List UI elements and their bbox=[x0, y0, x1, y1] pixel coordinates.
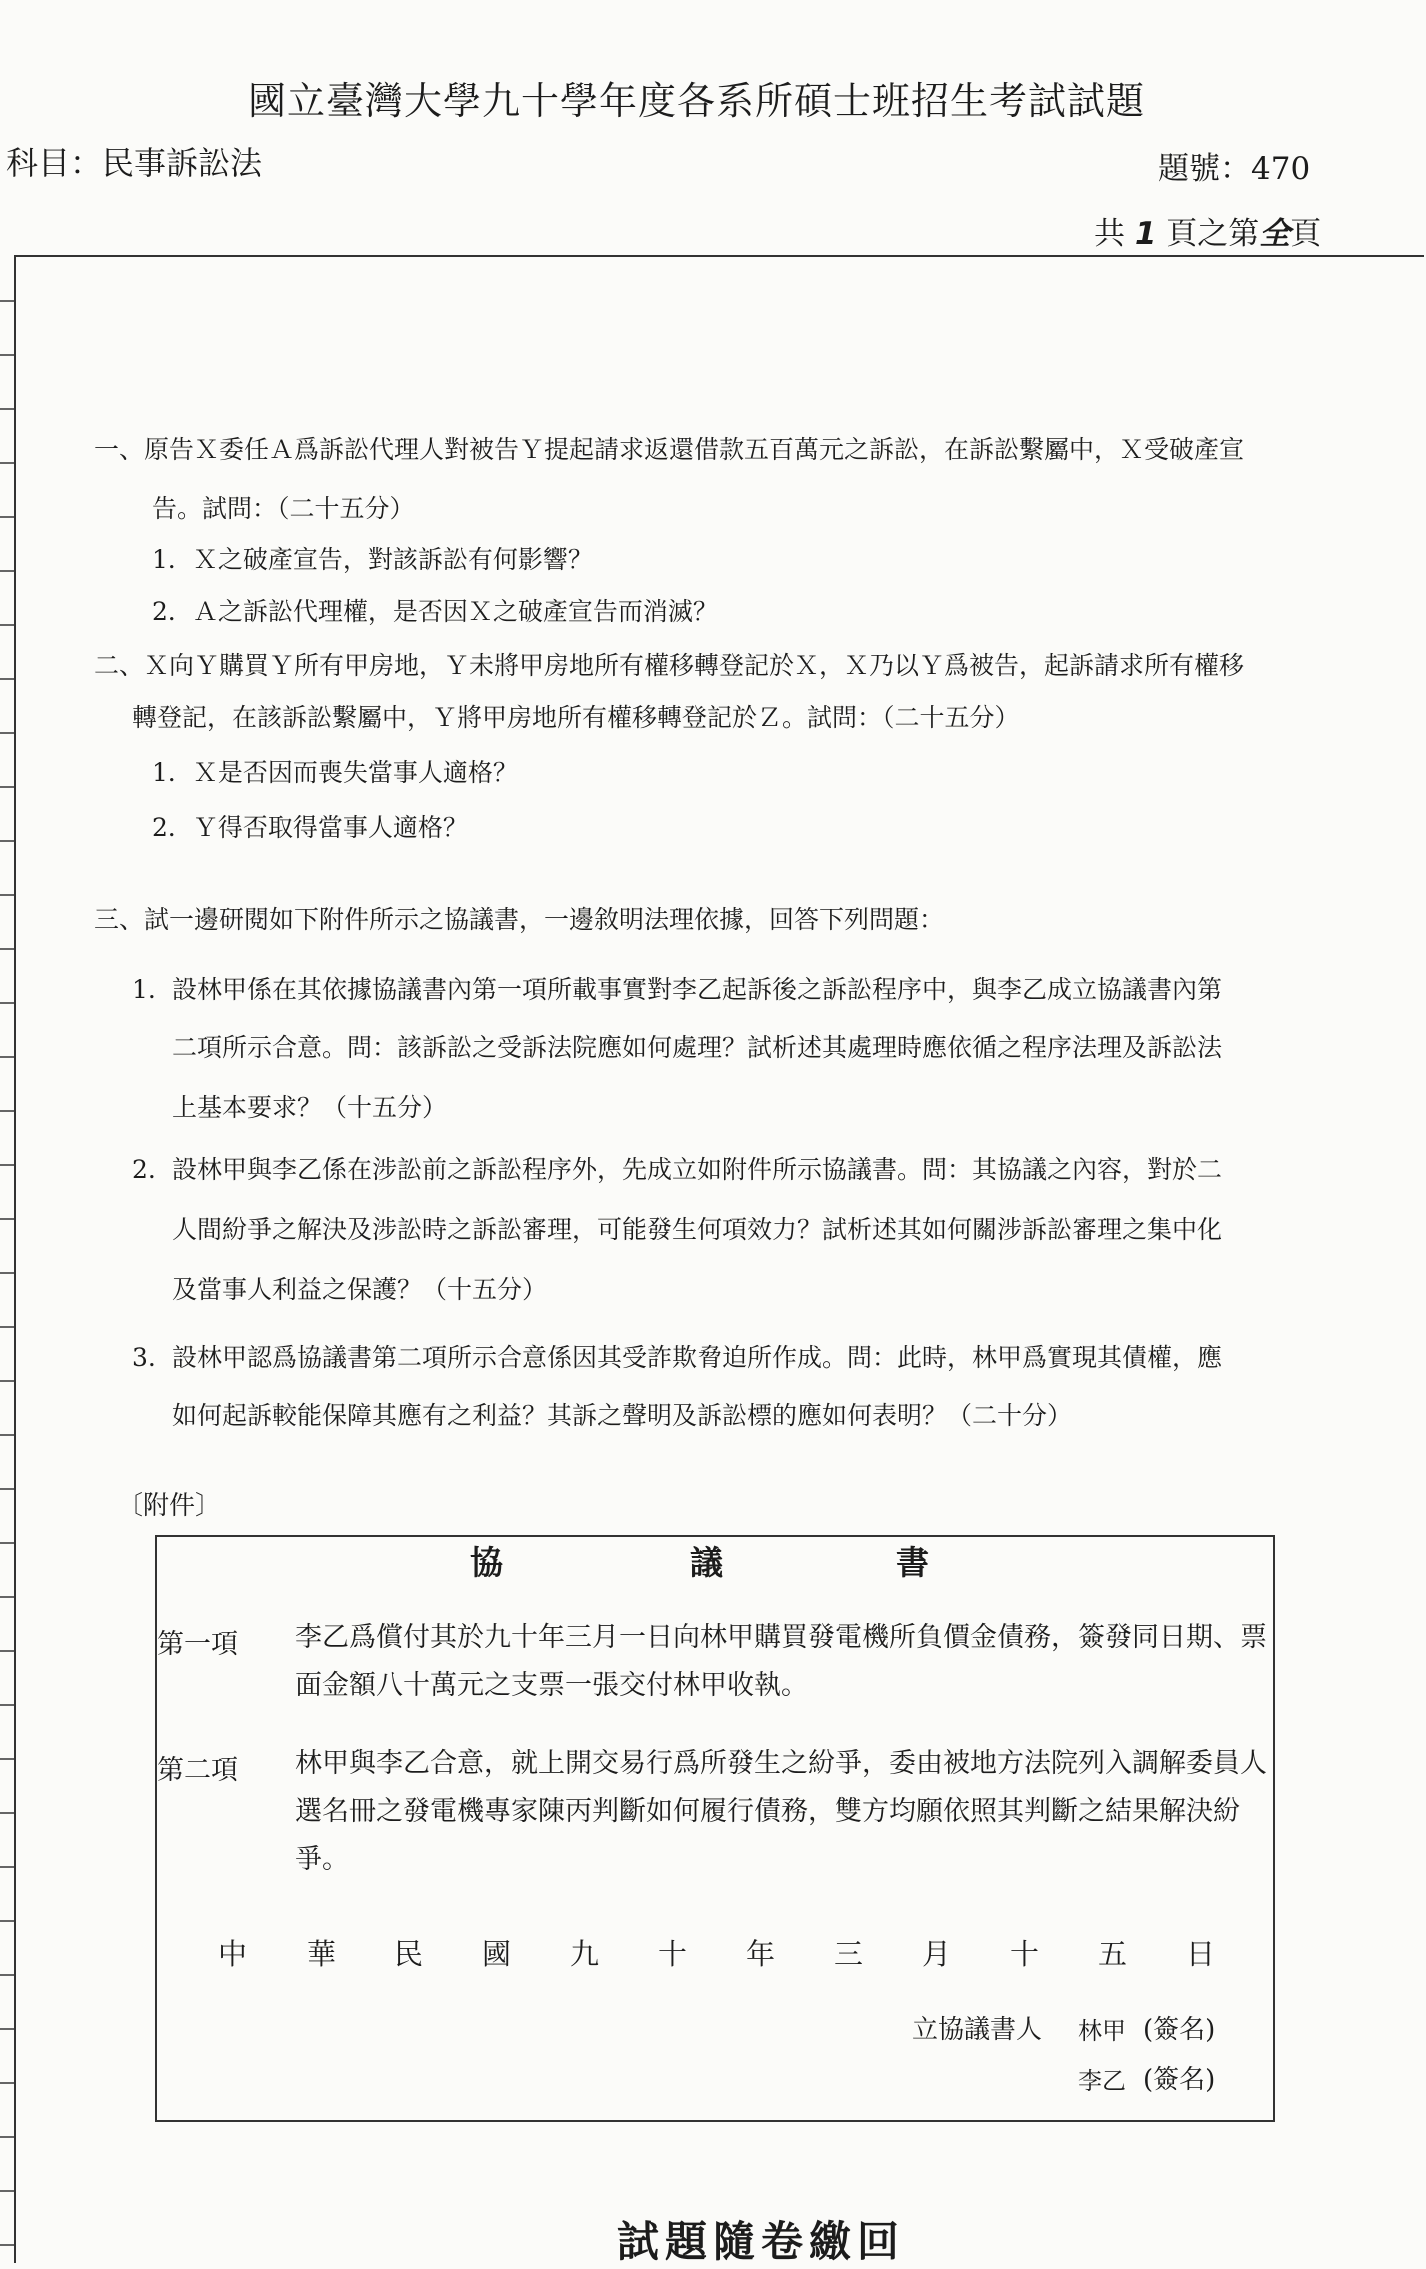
q2-sub-1: 1．Ｘ是否因而喪失當事人適格？ bbox=[152, 758, 518, 787]
signatory-1-note: (簽名) bbox=[1143, 2015, 1216, 2045]
page-info-prefix: 共 bbox=[1094, 216, 1125, 252]
q1-line-2: 告。試問：（二十五分） bbox=[152, 494, 415, 523]
signatory-label: 立協議書人 bbox=[912, 2015, 1043, 2045]
agreement-item-1-label: 第一項 bbox=[157, 1629, 238, 1660]
exam-title: 國立臺灣大學九十學年度各系所碩士班招生考試試題 bbox=[248, 79, 1146, 123]
edge-tick bbox=[0, 732, 14, 734]
page-info bbox=[1094, 208, 1321, 253]
edge-tick bbox=[0, 516, 14, 518]
edge-tick bbox=[0, 570, 14, 572]
q1-line-1: 一、原告Ｘ委任Ａ爲訴訟代理人對被告Ｙ提起請求返還借款五百萬元之訴訟，在訴訟繫屬中，Ｘ受破產宣 bbox=[94, 435, 1245, 464]
edge-tick bbox=[0, 1488, 14, 1490]
edge-tick bbox=[0, 840, 14, 842]
agreement-title-char: 議 bbox=[690, 1543, 723, 1582]
date-char: 月 bbox=[922, 1937, 952, 1971]
attachment-label: 〔附件〕 bbox=[117, 1491, 222, 1521]
edge-tick bbox=[0, 1110, 14, 1112]
edge-tick bbox=[0, 678, 14, 680]
date-char: 民 bbox=[394, 1937, 424, 1971]
edge-tick bbox=[0, 1542, 14, 1544]
return-notice-footer: 試題隨卷繳回 bbox=[617, 2217, 906, 2266]
edge-tick bbox=[0, 1272, 14, 1274]
edge-tick bbox=[0, 1596, 14, 1598]
date-char: 國 bbox=[482, 1937, 512, 1971]
edge-tick bbox=[0, 2028, 14, 2030]
q1-sub-1: 1．Ｘ之破產宣告，對該訴訟有何影響？ bbox=[152, 545, 593, 574]
edge-tick bbox=[0, 1056, 14, 1058]
date-char: 九 bbox=[570, 1937, 600, 1971]
q2-sub-2: 2．Ｙ得否取得當事人適格？ bbox=[152, 813, 468, 842]
page-current-handwritten: 全 bbox=[1259, 216, 1291, 252]
q2-line-1: 二、Ｘ向Ｙ購買Ｙ所有甲房地，Ｙ未將甲房地所有權移轉登記於Ｘ，Ｘ乃以Ｙ爲被告，起訴請求所有權移 bbox=[94, 651, 1245, 680]
q3-item-1-line-1: 設林甲係在其依據協議書內第一項所載事實對李乙起訴後之訴訟程序中，與李乙成立協議書內第 bbox=[172, 975, 1223, 1004]
agreement-item-1-text: 李乙爲償付其於九十年三月一日向林甲購買發電機所負價金債務，簽發同日期、票面金額八十萬元之支票一張交付林甲收執。 bbox=[295, 1622, 1267, 1701]
date-char: 日 bbox=[1186, 1937, 1216, 1971]
q1-sub-2: 2．Ａ之訴訟代理權，是否因Ｘ之破產宣告而消滅？ bbox=[152, 597, 718, 626]
q3-item-2-line-2: 人間紛爭之解決及涉訟時之訴訟審理，可能發生何項效力？試析述其如何關涉訴訟審理之集中化 bbox=[172, 1215, 1223, 1244]
q3-item-3-line-2: 如何起訴較能保障其應有之利益？其訴之聲明及訴訟標的應如何表明？（二十分） bbox=[172, 1401, 1073, 1430]
page-info-suffix: 頁 bbox=[1290, 216, 1322, 252]
q3-item-1-line-2: 二項所示合意。問：該訴訟之受訴法院應如何處理？試析述其處理時應依循之程序法理及訴訟法 bbox=[172, 1033, 1223, 1062]
edge-tick bbox=[0, 2244, 14, 2246]
edge-tick bbox=[0, 1218, 14, 1220]
signatory-2-name: 李乙 bbox=[1078, 2067, 1126, 2095]
edge-tick bbox=[0, 1164, 14, 1166]
edge-tick bbox=[0, 1974, 14, 1976]
edge-tick bbox=[0, 2082, 14, 2084]
edge-tick bbox=[0, 1812, 14, 1814]
edge-tick bbox=[0, 2136, 14, 2138]
date-char: 年 bbox=[746, 1937, 776, 1971]
q3-intro: 三、試一邊研閱如下附件所示之協議書，一邊敘明法理依據，回答下列問題： bbox=[94, 905, 945, 934]
date-char: 三 bbox=[834, 1937, 864, 1971]
agreement-title-char: 協 bbox=[470, 1543, 503, 1582]
signatory-2-note: (簽名) bbox=[1143, 2065, 1216, 2095]
edge-tick bbox=[0, 354, 14, 356]
signatory-1-name: 林甲 bbox=[1078, 2017, 1126, 2045]
q3-item-1-number: 1. bbox=[132, 975, 156, 1004]
edge-tick bbox=[0, 1704, 14, 1706]
edge-tick bbox=[0, 300, 14, 302]
edge-tick bbox=[0, 1866, 14, 1868]
edge-tick bbox=[0, 1380, 14, 1382]
edge-tick bbox=[0, 1002, 14, 1004]
page-total-handwritten: 1 bbox=[1134, 216, 1157, 252]
date-char: 華 bbox=[307, 1937, 337, 1971]
q3-item-2-line-1: 設林甲與李乙係在涉訟前之訴訟程序外，先成立如附件所示協議書。問：其協議之內容，對於二 bbox=[172, 1155, 1223, 1184]
date-char: 中 bbox=[218, 1937, 248, 1971]
agreement-item-2-label: 第二項 bbox=[157, 1755, 238, 1786]
edge-tick bbox=[0, 894, 14, 896]
q3-item-3-line-1: 設林甲認爲協議書第二項所示合意係因其受詐欺脅迫所作成。問：此時，林甲爲實現其債權，應 bbox=[172, 1343, 1223, 1372]
q3-item-2-line-3: 及當事人利益之保護？（十五分） bbox=[172, 1275, 548, 1304]
edge-tick bbox=[0, 1920, 14, 1922]
edge-tick bbox=[0, 1758, 14, 1760]
edge-tick bbox=[0, 2190, 14, 2192]
q3-item-2-number: 2. bbox=[132, 1155, 156, 1184]
question-number: 題號：470 bbox=[1158, 151, 1311, 187]
edge-tick bbox=[0, 462, 14, 464]
edge-tick bbox=[0, 1326, 14, 1328]
edge-tick bbox=[0, 624, 14, 626]
date-char: 十 bbox=[1010, 1937, 1040, 1971]
date-char: 五 bbox=[1098, 1937, 1128, 1971]
subject-label: 科目：民事訴訟法 bbox=[6, 144, 263, 182]
q3-item-1-line-3: 上基本要求？（十五分） bbox=[172, 1093, 448, 1122]
edge-tick bbox=[0, 408, 14, 410]
edge-tick bbox=[0, 786, 14, 788]
q2-line-2: 轉登記，在該訴訟繫屬中，Ｙ將甲房地所有權移轉登記於Ｚ。試問：（二十五分） bbox=[132, 703, 1020, 732]
q3-item-3-number: 3. bbox=[132, 1343, 156, 1372]
agreement-title-char: 書 bbox=[896, 1543, 929, 1582]
edge-tick bbox=[0, 1650, 14, 1652]
edge-tick bbox=[0, 1434, 14, 1436]
page-info-middle: 頁之第 bbox=[1166, 216, 1260, 252]
edge-tick bbox=[0, 948, 14, 950]
agreement-item-2-text: 林甲與李乙合意，就上開交易行爲所發生之紛爭，委由被地方法院列入調解委員人選名冊之發電機專家陳丙判斷如何履行債務，雙方均願依照其判斷之結果解決紛爭。 bbox=[295, 1748, 1267, 1875]
date-char: 十 bbox=[658, 1937, 688, 1971]
